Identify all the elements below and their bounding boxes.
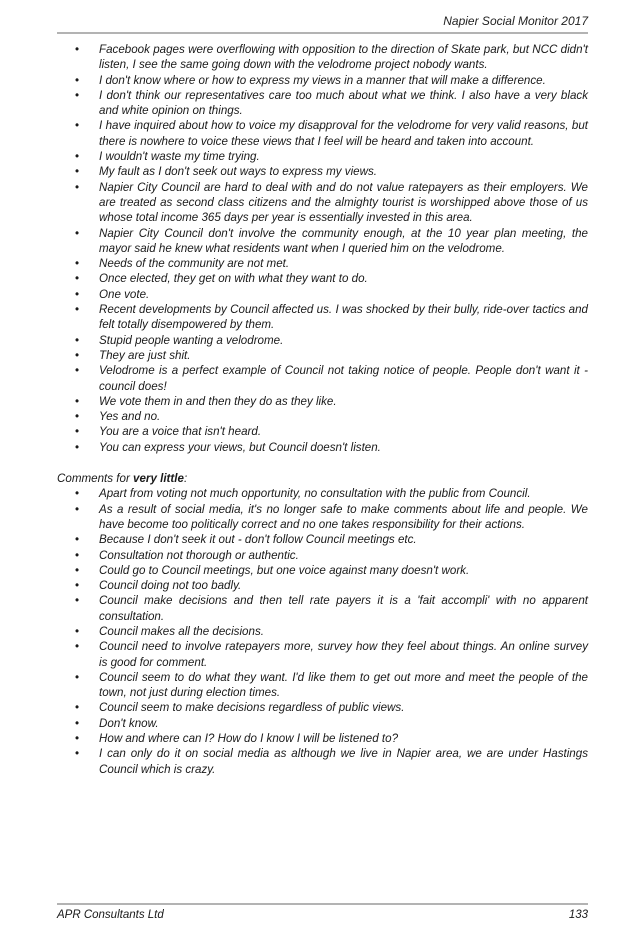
list-item: • Consultation not thorough or authentic. bbox=[57, 548, 588, 563]
list-item: • Council seem to do what they want. I'd like them to get out more and meet the people of the town, not just during election times. bbox=[57, 670, 588, 701]
list-item: • Yes and no. bbox=[57, 409, 588, 424]
list-item: • You are a voice that isn't heard. bbox=[57, 424, 588, 439]
section-heading-suffix: : bbox=[183, 472, 188, 486]
list-item: • Council make decisions and then tell rate payers it is a 'fait accompli' with no apparent consultation. bbox=[57, 593, 588, 624]
list-item: • Council doing not too badly. bbox=[57, 578, 588, 593]
list-item: • I wouldn't waste my time trying. bbox=[57, 149, 588, 164]
list-item: • Council makes all the decisions. bbox=[57, 624, 588, 639]
page-number: 133 bbox=[568, 909, 588, 921]
list-item: • Facebook pages were overflowing with opposition to the direction of Skate park, but NCC didn't listen, I see the same going down with the velodrome project nobody wants. bbox=[57, 42, 588, 73]
list-item: • Velodrome is a perfect example of Council not taking notice of people. People don't want it - council does! bbox=[57, 363, 588, 394]
footer-divider bbox=[57, 903, 588, 905]
list-item: • Napier City Council don't involve the community enough, at the 10 year plan meeting, the mayor said he knew what residents want when I queried him on the velodrome. bbox=[57, 226, 588, 257]
page-content bbox=[57, 42, 588, 777]
list-item: • Napier City Council are hard to deal with and do not value ratepayers as their employers. We are treated as second class citizens and the almighty tourist is worshipped above those of us whose total income 365 days per year is essentially invested in this area. bbox=[57, 180, 588, 226]
list-item: • They are just shit. bbox=[57, 348, 588, 363]
list-item: • Recent developments by Council affected us. I was shocked by their bully, ride-over tactics and felt totally disempowered by them. bbox=[57, 302, 588, 333]
list-item: • My fault as I don't seek out ways to express my views. bbox=[57, 164, 588, 179]
header-divider bbox=[57, 32, 588, 34]
section-heading-emphasis: very little bbox=[133, 472, 184, 486]
comments-list-2 bbox=[57, 486, 588, 777]
list-item: • Council need to involve ratepayers more, survey how they feel about things. An online survey is good for comment. bbox=[57, 639, 588, 670]
list-item: • Don't know. bbox=[57, 716, 588, 731]
list-item: • Needs of the community are not met. bbox=[57, 256, 588, 271]
section-heading-very-little bbox=[57, 471, 588, 486]
list-item: • I don't think our representatives care too much about what we think. I also have a very black and white opinion on things. bbox=[57, 88, 588, 119]
list-item: • Once elected, they get on with what they want to do. bbox=[57, 271, 588, 286]
list-item: • One vote. bbox=[57, 287, 588, 302]
comments-list-1 bbox=[57, 42, 588, 455]
list-item: • Council seem to make decisions regardless of public views. bbox=[57, 700, 588, 715]
list-item: • I don't know where or how to express my views in a manner that will make a difference. bbox=[57, 73, 588, 88]
list-item: • How and where can I? How do I know I will be listened to? bbox=[57, 731, 588, 746]
list-item: • As a result of social media, it's no longer safe to make comments about life and people. We have become too politically correct and no one takes responsibility for their actions. bbox=[57, 502, 588, 533]
list-item: • Because I don't seek it out - don't follow Council meetings etc. bbox=[57, 532, 588, 547]
list-item: • Stupid people wanting a velodrome. bbox=[57, 333, 588, 348]
list-item: • Could go to Council meetings, but one voice against many doesn't work. bbox=[57, 563, 588, 578]
list-item: • Apart from voting not much opportunity, no consultation with the public from Council. bbox=[57, 486, 588, 501]
list-item: • We vote them in and then they do as they like. bbox=[57, 394, 588, 409]
list-item: • I can only do it on social media as although we live in Napier area, we are under Hastings Council which is crazy. bbox=[57, 746, 588, 777]
section-heading-prefix: Comments for bbox=[57, 472, 134, 486]
list-item: • You can express your views, but Council doesn't listen. bbox=[57, 440, 588, 455]
list-item: • I have inquired about how to voice my disapproval for the velodrome for very valid reasons, but there is nowhere to voice these views that I feel will be heard and taken into account. bbox=[57, 118, 588, 149]
page-header: Napier Social Monitor 2017 bbox=[443, 14, 588, 28]
footer-company: APR Consultants Ltd bbox=[57, 909, 164, 921]
